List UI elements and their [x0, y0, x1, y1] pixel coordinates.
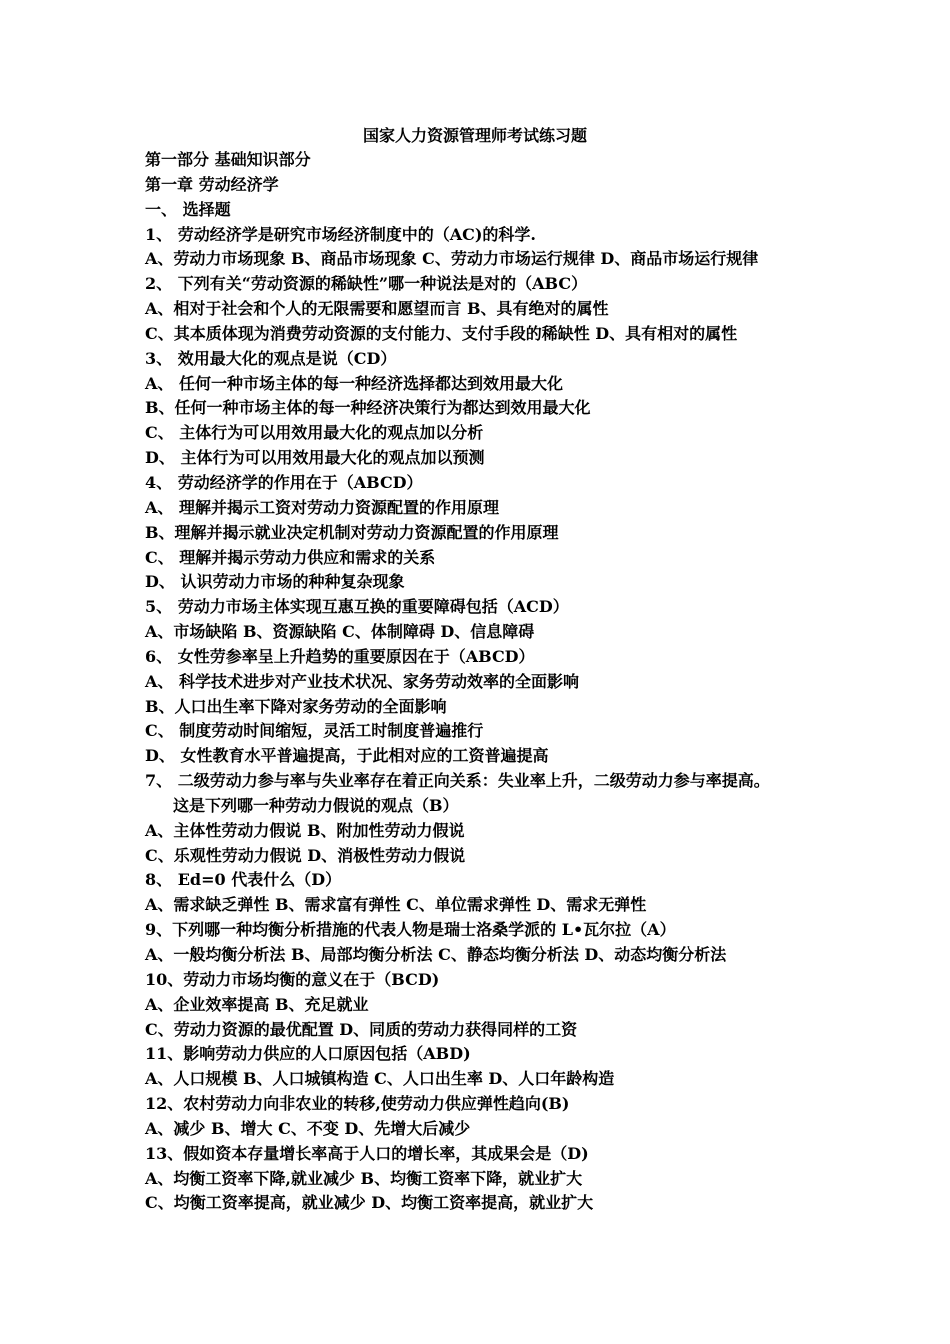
text-line: A、主体性劳动力假说 B、附加性劳动力假说 [145, 820, 465, 840]
document-body [145, 148, 835, 1216]
text-line: A、相对于社会和个人的无限需要和愿望而言 B、具有绝对的属性 [145, 299, 609, 319]
text-line: C、 理解并揭示劳动力供应和需求的关系 [145, 547, 436, 567]
text-line: 6、 女性劳参率呈上升趋势的重要原因在于（ABCD） [145, 646, 535, 666]
document-title: 国家人力资源管理师考试练习题 [362, 126, 587, 145]
text-line: D、 女性教育水平普遍提高，于此相对应的工资普遍提高 [145, 746, 549, 766]
text-line: C、 制度劳动时间缩短，灵活工时制度普遍推行 [145, 721, 484, 741]
text-line: A、一般均衡分析法 B、局部均衡分析法 C、静态均衡分析法 D、动态均衡分析法 [145, 945, 727, 964]
text-line: A、企业效率提高 B、充足就业 [145, 994, 369, 1014]
text-line: 第一章 劳动经济学 [145, 174, 279, 194]
text-line: B、理解并揭示就业决定机制对劳动力资源配置的作用原理 [145, 522, 559, 542]
text-line: D、 认识劳动力市场的种种复杂现象 [145, 572, 405, 592]
text-line: A、 理解并揭示工资对劳动力资源配置的作用原理 [145, 497, 499, 517]
text-line: A、需求缺乏弹性 B、需求富有弹性 C、单位需求弹性 D、需求无弹性 [145, 895, 647, 915]
text-line: 9、下列哪一种均衡分析措施的代表人物是瑞士洛桑学派的 L•瓦尔拉（A） [145, 920, 676, 940]
text-line: C、均衡工资率提高，就业减少 D、均衡工资率提高，就业扩大 [145, 1193, 594, 1213]
text-line: A、减少 B、增大 C、不变 D、先增大后减少 [145, 1118, 471, 1138]
text-line: A、劳动力市场现象 B、商品市场现象 C、劳动力市场运行规律 D、商品市场运行规律 [145, 249, 759, 269]
text-line: C、 主体行为可以用效用最大化的观点加以分析 [145, 423, 484, 443]
text-line: 11、影响劳动力供应的人口原因包括（ABD) [145, 1044, 471, 1064]
text-line: 1、 劳动经济学是研究市场经济制度中的（AC)的科学. [145, 224, 536, 244]
text-line: 3、 效用最大化的观点是说（CD） [145, 348, 397, 368]
text-line: 12、农村劳动力向非农业的转移,使劳动力供应弹性趋向(B) [145, 1094, 570, 1114]
text-line: 这是下列哪一种劳动力假说的观点（B） [173, 795, 459, 815]
text-line: 一、 选择题 [145, 199, 231, 219]
text-line: C、其本质体现为消费劳动资源的支付能力、支付手段的稀缺性 D、具有相对的属性 [145, 323, 738, 343]
text-line: 7、 二级劳动力参与率与失业率存在着正向关系：失业率上升，二级劳动力参与率提高。 [145, 771, 770, 791]
text-line: A、 科学技术进步对产业技术状况、家务劳动效率的全面影响 [145, 671, 579, 691]
text-line: B、人口出生率下降对家务劳动的全面影响 [145, 696, 447, 716]
text-line: A、 任何一种市场主体的每一种经济选择都达到效用最大化 [145, 373, 563, 393]
text-line: A、均衡工资率下降,就业减少 B、均衡工资率下降，就业扩大 [145, 1168, 583, 1188]
text-line: 5、 劳动力市场主体实现互惠互换的重要障碍包括（ACD） [145, 597, 569, 617]
text-line: 第一部分 基础知识部分 [145, 150, 311, 169]
text-line: B、任何一种市场主体的每一种经济决策行为都达到效用最大化 [145, 398, 591, 418]
text-line: D、 主体行为可以用效用最大化的观点加以预测 [145, 448, 485, 468]
text-line: 10、劳动力市场均衡的意义在于（BCD) [145, 969, 440, 989]
text-line: A、市场缺陷 B、资源缺陷 C、体制障碍 D、信息障碍 [145, 622, 535, 642]
text-line: C、乐观性劳动力假说 D、消极性劳动力假说 [145, 845, 466, 865]
text-line: C、劳动力资源的最优配置 D、同质的劳动力获得同样的工资 [145, 1019, 578, 1039]
text-line: 4、 劳动经济学的作用在于（ABCD） [145, 472, 423, 492]
text-line: 13、假如资本存量增长率高于人口的增长率，其成果会是（D) [145, 1143, 589, 1163]
text-line: 2、 下列有关“劳动资源的稀缺性”哪一种说法是对的（ABC） [145, 274, 588, 294]
text-line: 8、 Ed=0 代表什么（D） [145, 870, 342, 890]
text-line: A、人口规模 B、人口城镇构造 C、人口出生率 D、人口年龄构造 [145, 1069, 615, 1089]
